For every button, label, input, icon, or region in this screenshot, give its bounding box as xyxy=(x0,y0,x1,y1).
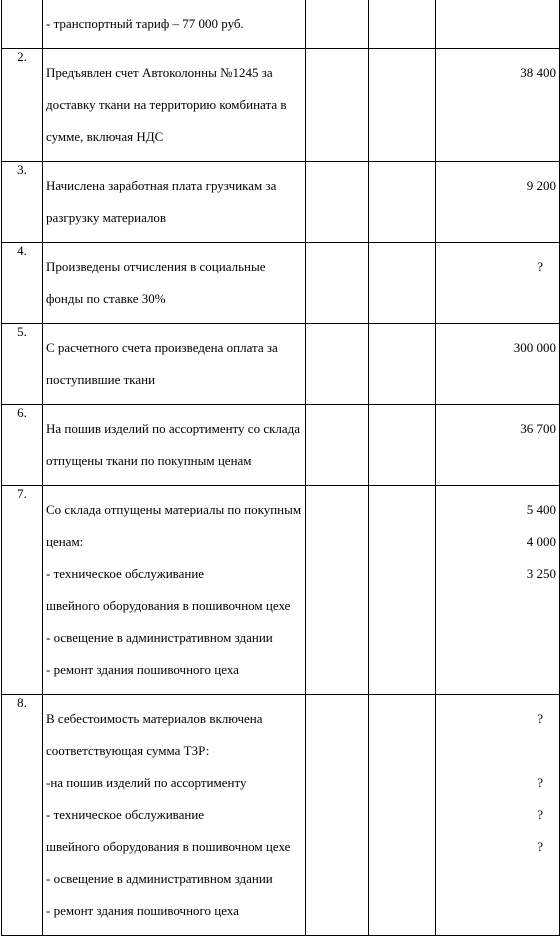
row-number: 8. xyxy=(2,695,43,936)
debit-account-cell xyxy=(306,0,369,49)
description-line: - транспортный тариф – 77 000 руб. xyxy=(46,16,244,31)
table-row xyxy=(2,162,560,243)
description-line: ценам: xyxy=(46,534,84,549)
row-description xyxy=(43,243,306,324)
table-row xyxy=(2,49,560,162)
debit-account-cell xyxy=(306,324,369,405)
description-line: Предъявлен счет Автоколонны №1245 за xyxy=(46,65,273,80)
amount-value: 4 000 xyxy=(526,534,556,549)
description-line: С расчетного счета произведена оплата за xyxy=(46,340,278,355)
description-line: - освещение в административном здании xyxy=(46,871,273,886)
transactions-table-body xyxy=(2,0,560,936)
amount-value: ? xyxy=(537,807,543,822)
debit-account-cell xyxy=(306,49,369,162)
description-line: - техническое обслуживание xyxy=(46,566,205,581)
row-description xyxy=(43,0,306,49)
credit-account-cell xyxy=(369,486,436,695)
debit-account-cell xyxy=(306,695,369,936)
amount-value: 5 400 xyxy=(526,502,556,517)
description-line: швейного оборудования в пошивочном цехе xyxy=(46,839,291,854)
description-line: швейного оборудования в пошивочном цехе xyxy=(46,598,291,613)
amount-cell xyxy=(436,405,560,486)
credit-account-cell xyxy=(369,243,436,324)
description-line: На пошив изделий по ассортименту со склада xyxy=(46,421,301,436)
description-line: - освещение в административном здании xyxy=(46,630,273,645)
credit-account-cell xyxy=(369,162,436,243)
row-number xyxy=(2,0,43,49)
amount-value: ? xyxy=(537,711,543,726)
amount-value: 9 200 xyxy=(526,178,556,193)
amount-value xyxy=(439,743,543,759)
description-line: фонды по ставке 30% xyxy=(46,291,166,306)
amount-value: ? xyxy=(537,259,543,274)
debit-account-cell xyxy=(306,486,369,695)
row-number: 3. xyxy=(2,162,43,243)
description-line: Произведены отчисления в социальные xyxy=(46,259,266,274)
description-line: Начислена заработная плата грузчикам за xyxy=(46,178,277,193)
description-line: разгрузку материалов xyxy=(46,210,167,225)
table-row xyxy=(2,0,560,49)
description-line: -на пошив изделий по ассортименту xyxy=(46,775,247,790)
row-number: 7. xyxy=(2,486,43,695)
row-description xyxy=(43,695,306,936)
table-row xyxy=(2,243,560,324)
amount-value: ? xyxy=(537,775,543,790)
credit-account-cell xyxy=(369,324,436,405)
row-description xyxy=(43,405,306,486)
amount-cell xyxy=(436,0,560,49)
amount-cell xyxy=(436,243,560,324)
credit-account-cell xyxy=(369,405,436,486)
description-line: Со склада отпущены материалы по покупным xyxy=(46,502,302,517)
description-line: - ремонт здания пошивочного цеха xyxy=(46,903,239,918)
table-row xyxy=(2,405,560,486)
amount-value: 38 400 xyxy=(520,65,556,80)
description-line: доставку ткани на территорию комбината в xyxy=(46,97,287,112)
description-line: поступившие ткани xyxy=(46,372,156,387)
row-number: 4. xyxy=(2,243,43,324)
transactions-table xyxy=(1,0,560,936)
table-row xyxy=(2,695,560,936)
table-row xyxy=(2,486,560,695)
amount-value: 36 700 xyxy=(520,421,556,436)
debit-account-cell xyxy=(306,162,369,243)
row-description xyxy=(43,162,306,243)
row-description xyxy=(43,324,306,405)
credit-account-cell xyxy=(369,695,436,936)
amount-value: 3 250 xyxy=(526,566,556,581)
row-number: 2. xyxy=(2,49,43,162)
debit-account-cell xyxy=(306,405,369,486)
amount-cell xyxy=(436,324,560,405)
row-description xyxy=(43,49,306,162)
amount-cell xyxy=(436,49,560,162)
description-line: сумме, включая НДС xyxy=(46,129,164,144)
amount-value: ? xyxy=(537,839,543,854)
row-description xyxy=(43,486,306,695)
amount-cell xyxy=(436,162,560,243)
credit-account-cell xyxy=(369,0,436,49)
description-line: - техническое обслуживание xyxy=(46,807,205,822)
row-number: 6. xyxy=(2,405,43,486)
table-row xyxy=(2,324,560,405)
credit-account-cell xyxy=(369,49,436,162)
debit-account-cell xyxy=(306,243,369,324)
description-line: - ремонт здания пошивочного цеха xyxy=(46,662,239,677)
row-number: 5. xyxy=(2,324,43,405)
amount-cell xyxy=(436,486,560,695)
description-line: В себестоимость материалов включена xyxy=(46,711,263,726)
amount-value: 300 000 xyxy=(513,340,556,355)
amount-cell xyxy=(436,695,560,936)
description-line: отпущены ткани по покупным ценам xyxy=(46,453,252,468)
description-line: соответствующая сумма ТЗР: xyxy=(46,743,210,758)
